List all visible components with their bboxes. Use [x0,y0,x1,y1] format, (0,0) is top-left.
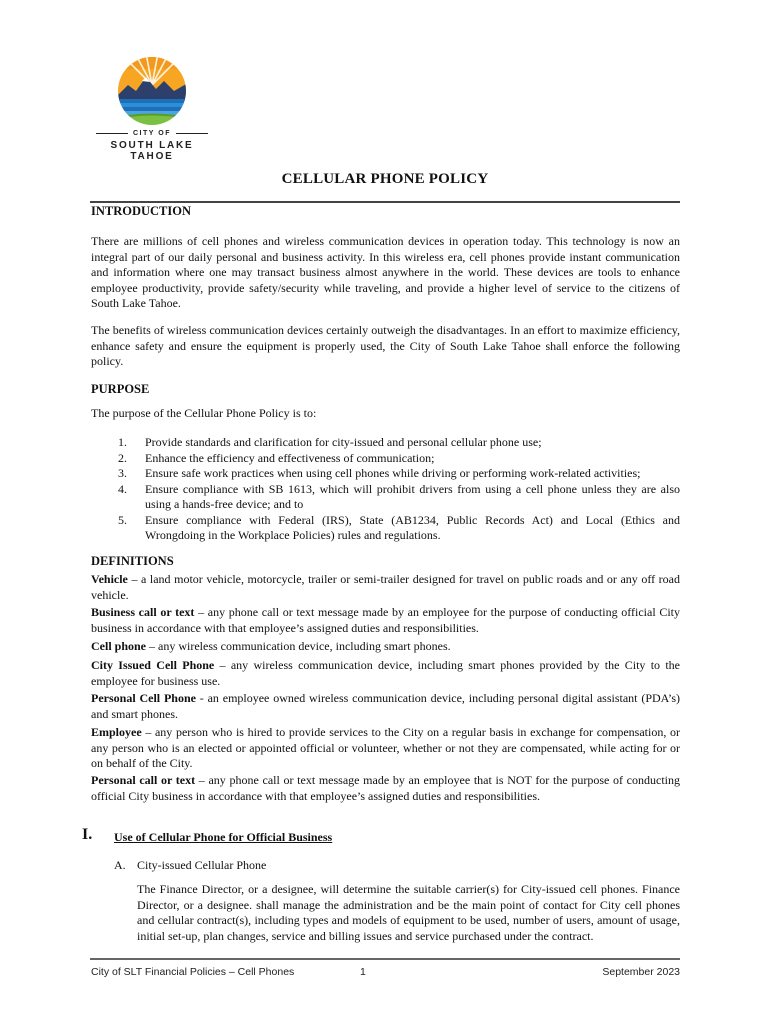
purpose-item [91,466,680,482]
purpose-item [91,435,680,451]
definition-term: Personal Cell Phone [91,691,196,705]
purpose-item-text: Ensure safe work practices when using cell phones while driving or performing work-related activities; [145,466,641,480]
logo-rule-right [176,133,208,135]
definition-text: – any wireless communication device, including smart phones provided by the City to the employee for business use. [91,658,681,688]
purpose-heading: PURPOSE [91,382,150,396]
logo-city-name: SOUTH LAKE TAHOE [110,140,194,162]
logo-city-row [92,130,212,137]
footer-document-name: City of SLT Financial Policies – Cell Phones [91,966,295,978]
subsection-label: A. [114,858,126,872]
definitions-heading: DEFINITIONS [91,554,174,568]
definition-term: City Issued Cell Phone [91,658,215,672]
subsection-paragraph: The Finance Director, or a designee, will determine the suitable carrier(s) for City-issued cell phones. Finance Director, or a designee. shall manage the administration and be the main point of contact for City cell phones and cellular contract(s), including types and models of equipment to be used, number of users, amount of usage, initial set-up, plan changes, service and billing issues and service purchased under the contract. [137,882,680,943]
definition-term: Employee [91,725,142,739]
footer-page-number: 1 [360,966,366,978]
purpose-item [91,482,680,513]
lake-tahoe-emblem-icon [116,55,188,127]
purpose-item [91,513,680,544]
definition-item [91,658,680,689]
definition-item [91,773,680,804]
purpose-item-number: 4. [118,481,127,496]
introduction-heading: INTRODUCTION [91,204,192,218]
footer-date: September 2023 [602,966,680,978]
purpose-item-text: Ensure compliance with Federal (IRS), State (AB1234, Public Records Act) and Local (Ethics and Wrongdoing in the Workplace Policies) rules and regulations. [145,512,680,542]
definition-term: Personal call or text [91,773,196,787]
purpose-list [91,435,680,544]
definition-item [91,725,680,772]
purpose-item-number: 2. [118,450,127,465]
definition-text: – any phone call or text message made by an employee that is NOT for the purpose of conducting official City business in accordance with that employee’s assigned duties and responsibilities. [91,773,680,803]
introduction-paragraph-1: There are millions of cell phones and wireless communication devices in operation today. This technology is now an integral part of our daily personal and business activity. In this wireless era, cell phones provide instant communication and information where one may transact business almost anywhere in the world. These devices are tools to enhance employee productivity, provide safety/security while traveling, and provide a higher level of service to the citizens of South Lake Tahoe. [91,234,680,310]
purpose-item-number: 5. [118,512,127,527]
definition-term: Cell phone [91,639,147,653]
city-logo [92,55,212,162]
definition-text: – any wireless communication device, including smart phones. [146,639,451,653]
purpose-item-number: 3. [118,466,127,480]
purpose-item-text: Provide standards and clarification for city-issued and personal cellular phone use; [145,435,542,449]
purpose-item [91,451,680,467]
definition-text: – any person who is hired to provide services to the City on a regular basis in exchange for compensation, or any person who is an elected or appointed official or volunteer, whether or not they are compensated, while acting for or on behalf of the City. [91,725,680,770]
footer-divider [90,958,680,960]
introduction-paragraph-2: The benefits of wireless communication devices certainly outweigh the disadvantages. In an effort to maximize efficiency, enhance safety and ensure the equipment is properly used, the City of South Lake Tahoe shall enforce the following policy. [91,323,680,368]
definition-text: – a land motor vehicle, motorcycle, trailer or semi-trailer designed for travel on public roads and or any off road vehicle. [91,572,680,602]
document-title: CELLULAR PHONE POLICY [281,171,489,187]
definition-item [91,605,680,636]
definition-item [91,572,680,603]
purpose-intro: The purpose of the Cellular Phone Policy is to: [91,406,317,420]
title-divider [90,201,680,203]
subsection-title: City-issued Cellular Phone [137,858,267,872]
purpose-item-number: 1. [118,435,127,449]
definition-item [91,639,680,655]
definition-text: – any phone call or text message made by an employee for the purpose of conducting official City business in accordance with that employee’s assigned duties and responsibilities. [91,605,680,635]
definition-term: Business call or text [91,605,195,619]
purpose-item-text: Ensure compliance with SB 1613, which will prohibit drivers from using a cell phone unless they are also using a hands-free device; and to [145,481,680,511]
definition-text: - an employee owned wireless communication device, including personal digital assistant (PDA’s) and smart phones. [91,691,680,721]
definition-term: Vehicle [91,572,128,586]
purpose-item-text: Enhance the efficiency and effectiveness of communication; [145,450,435,465]
section-title: Use of Cellular Phone for Official Business [114,830,333,844]
section-numeral: I. [82,826,93,843]
logo-city-of: CITY OF [133,130,171,137]
logo-rule-left [96,133,128,135]
definition-item [91,691,680,722]
